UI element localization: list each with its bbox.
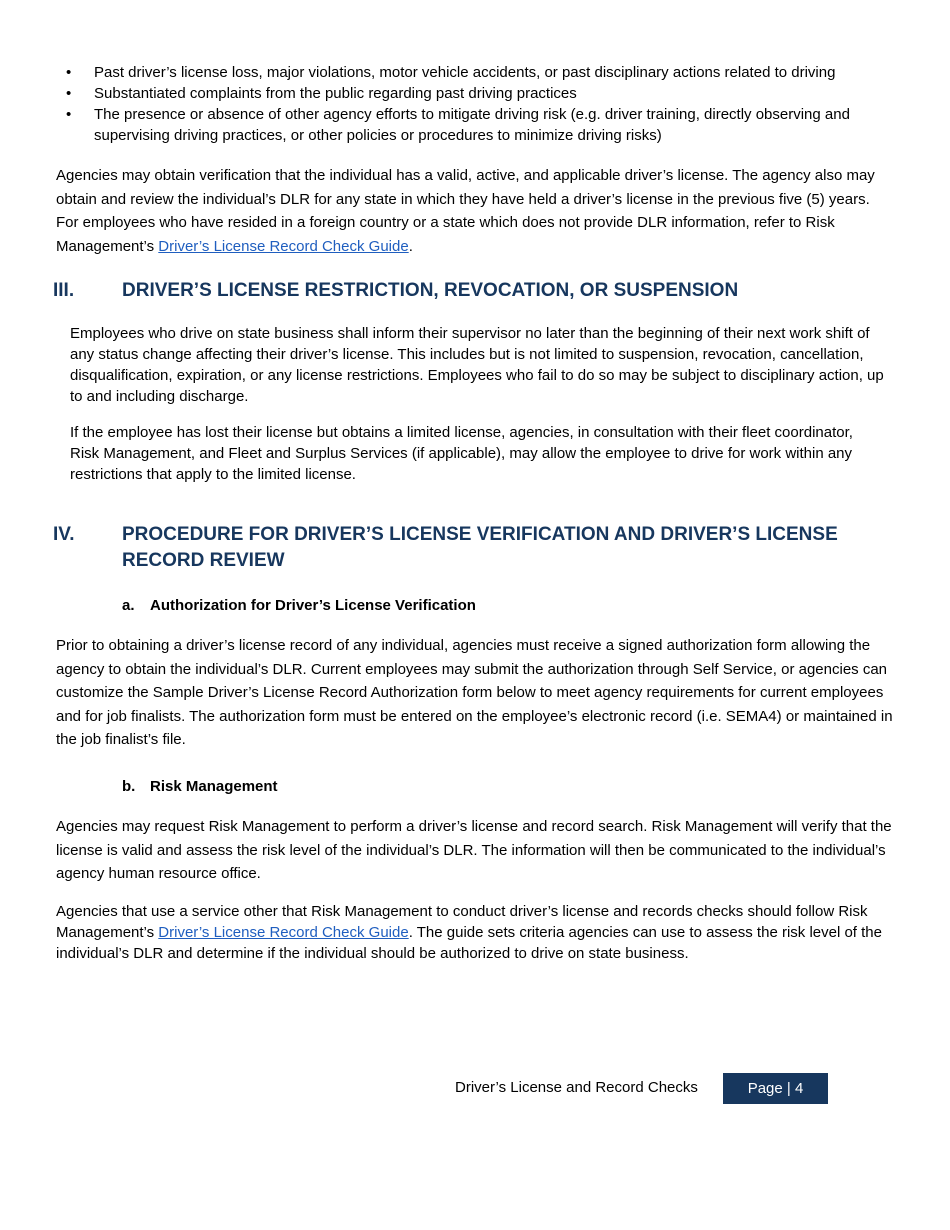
- section-4-title: PROCEDURE FOR DRIVER’S LICENSE VERIFICATION AND DRIVER’S LICENSE RECORD REVIEW: [122, 524, 838, 571]
- dlr-check-guide-link-2[interactable]: Driver’s License Record Check Guide: [158, 924, 409, 941]
- intro-paragraph: [56, 164, 896, 258]
- list-item: [64, 104, 894, 146]
- intro-end: .: [408, 237, 413, 255]
- bullet-text: Substantiated complaints from the public regarding past driving practices: [94, 85, 577, 102]
- section-3-paragraph-1: Employees who drive on state business shall inform their supervisor no later than the beginning of their next work shift of any status change affecting their driver’s license. This includes but is not limited to suspension, revocation, cancellation, disqualification, expiration, or any license restrictions. Employees who fail to do so may be subject to disciplinary action, up to and including discharge.: [70, 325, 884, 405]
- subsection-b-text-end: . The guide sets criteria agencies can use to assess the risk level of the individual’s DLR and determine if the individual should be authorized to drive on state business.: [56, 924, 882, 962]
- footer-title: Driver’s License and Record Checks: [455, 1079, 698, 1096]
- subsection-b-paragraph-2: [56, 901, 896, 964]
- section-3-number: III.: [53, 280, 75, 301]
- subsection-a-title: Authorization for Driver’s License Verification: [150, 597, 476, 614]
- section-3-paragraph-2: If the employee has lost their license but obtains a limited license, agencies, in consultation with their fleet coordinator, Risk Management, and Fleet and Surplus Services (if applicable), may allow the employee to drive for work within any restrictions that apply to the limited license.: [70, 424, 853, 483]
- subsection-b-text-start: Agencies that use a service other that Risk Management to conduct driver’s license and records checks should follow Risk Management’s: [56, 903, 868, 941]
- bullet-text: The presence or absence of other agency efforts to mitigate driving risk (e.g. driver training, directly observing and supervising driving practices, or other policies or procedures to minimize driving risks): [94, 106, 850, 144]
- bullet-icon: •: [66, 106, 72, 123]
- bullet-icon: •: [66, 64, 72, 81]
- intro-text: Agencies may obtain verification that the individual has a valid, active, and applicable driver’s license. The agency also may obtain and review the individual’s DLR for any state in which they have held a driver’s license in the previous five (5) years. For employees who have resided in a foreign country or a state which does not provide DLR information, refer to Risk Management’s: [56, 167, 875, 255]
- page-number-badge: Page | 4: [723, 1073, 828, 1104]
- subsection-b-paragraph-1: Agencies may request Risk Management to perform a driver’s license and record search. Risk Management will verify that the license is valid and assess the risk level of the individual’s DLR. The information will then be communicated to the individual’s agency human resource office.: [56, 818, 892, 882]
- list-item: [64, 62, 894, 83]
- bullet-icon: •: [66, 85, 72, 102]
- subsection-a-letter: a.: [122, 597, 135, 614]
- bullet-list: [64, 62, 894, 146]
- section-3-title: DRIVER’S LICENSE RESTRICTION, REVOCATION, OR SUSPENSION: [122, 280, 739, 301]
- subsection-b-title: Risk Management: [150, 778, 278, 795]
- subsection-b-letter: b.: [122, 778, 136, 795]
- subsection-a-paragraph: Prior to obtaining a driver’s license record of any individual, agencies must receive a signed authorization form allowing the agency to obtain the individual’s DLR. Current employees may submit the authorization through Self Service, or agencies can customize the Sample Driver’s License Record Authorization form below to meet agency requirements for current employees and for job finalists. The authorization form must be entered on the employee’s electronic record (i.e. SEMA4) or maintained in the job finalist’s file.: [56, 637, 893, 748]
- dlr-check-guide-link[interactable]: Driver’s License Record Check Guide: [158, 237, 409, 255]
- section-4-number: IV.: [53, 524, 75, 545]
- list-item: [64, 83, 894, 104]
- bullet-text: Past driver’s license loss, major violations, motor vehicle accidents, or past disciplinary actions related to driving: [94, 64, 836, 81]
